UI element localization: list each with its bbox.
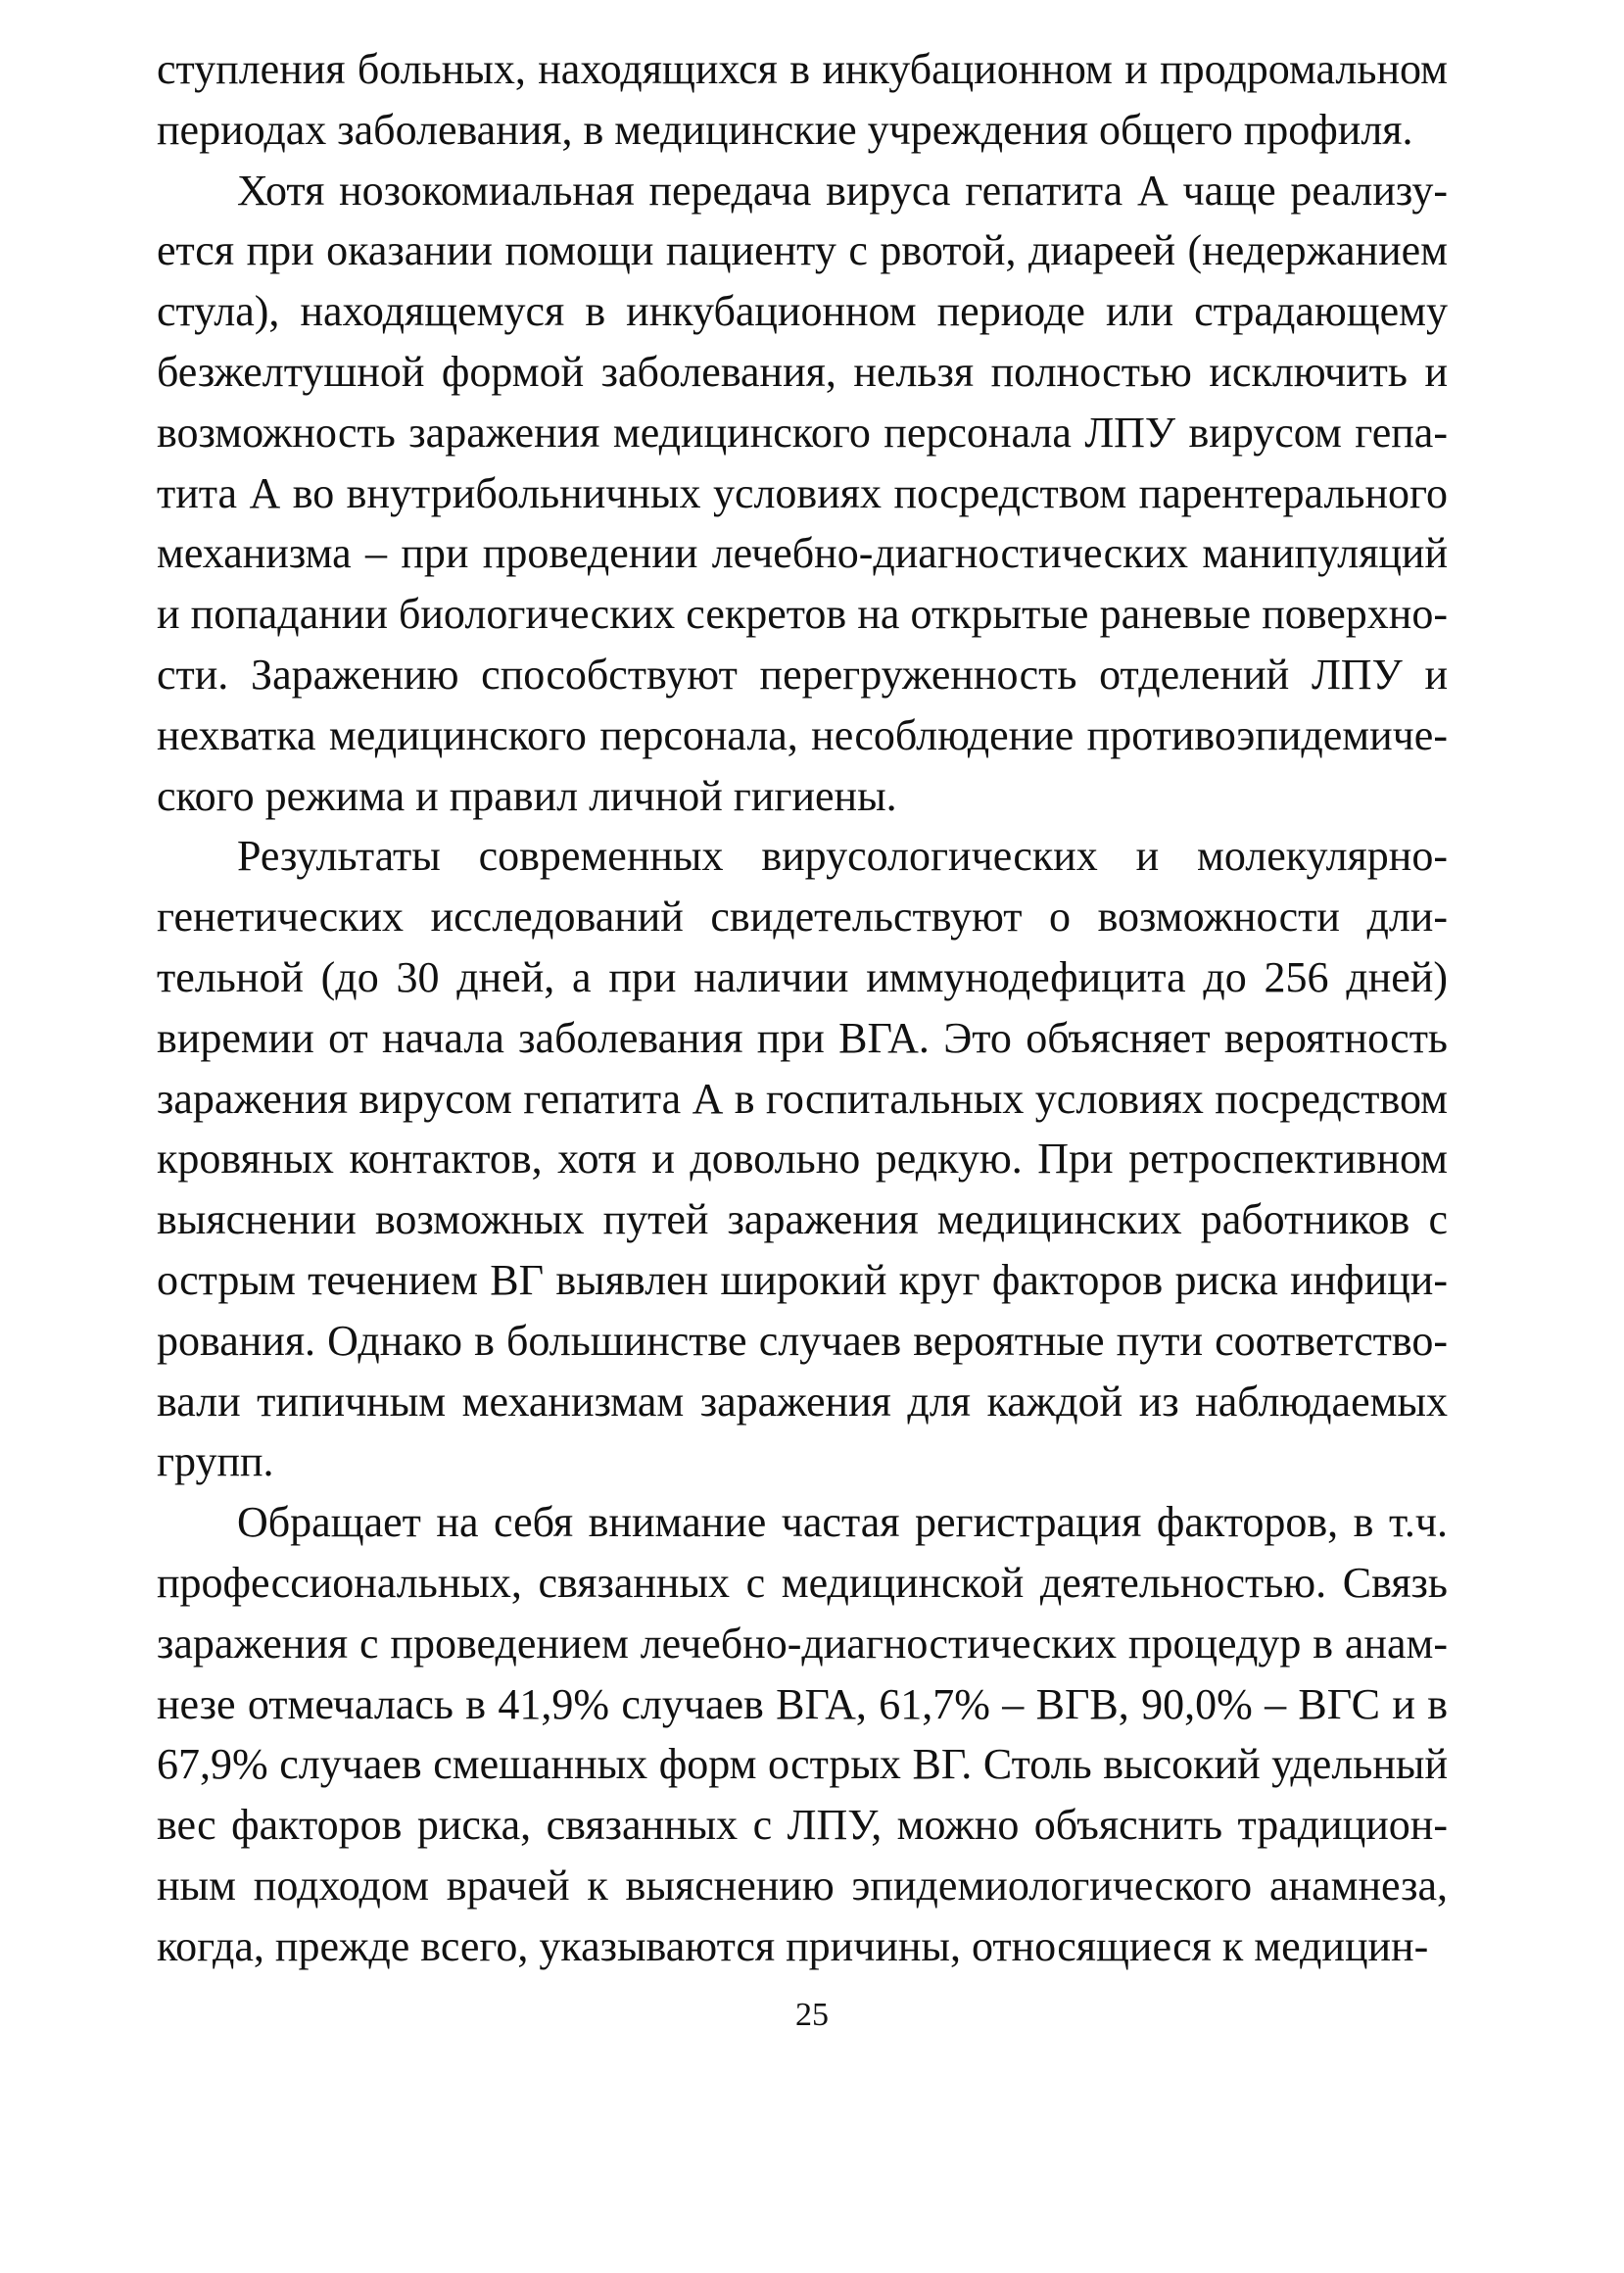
page-number: 25	[795, 1997, 829, 2033]
paragraph-continuation: ступления больных, находящихся в инкубационном и продромальном периодах заболевания, в медицинские учреждения общего профиля.	[157, 45, 1448, 154]
paragraph-nosocomial: Хотя нозокомиальная передача вируса гепатита А чаще реализуется при оказании помощи пациенту с рвотой, диареей (недержанием стула), находящемуся в инкубационном периоде или страдающему безжелтушной формой заболевания, нельзя полностью исключить и возможность заражения медицинского персонала ЛПУ вирусом гепатита А во внутрибольничных условиях посредством парентерального механизма – при проведении лечебно-диагностических манипуляций и попадании биологических секретов на открытые раневые поверхности. Заражению способствуют перегруженность отделений ЛПУ и нехватка медицинского персонала, несоблюдение противоэпидемического режима и правил личной гигиены.	[157, 166, 1448, 820]
paragraph-research-results: Результаты современных вирусологических и молекулярно-генетических исследований свидетельствуют о возможности длительной (до 30 дней, а при наличии иммунодефицита до 256 дней) виремии от начала заболевания при ВГА. Это объясняет вероятность заражения вирусом гепатита А в госпитальных условиях посредством кровяных контактов, хотя и довольно редкую. При ретроспективном выяснении возможных путей заражения медицинских работников с острым течением ВГ выявлен широкий круг факторов риска инфицирования. Однако в большинстве случаев вероятные пути соответствовали типичным механизмам заражения для каждой из наблюдаемых групп.	[157, 832, 1448, 1486]
paragraph-risk-factors: Обращает на себя внимание частая регистрация факторов, в т.ч. профессиональных, связанных с медицинской деятельностью. Связь заражения с проведением лечебно-диагностических процедур в анамнезе отмечалась в 41,9% случаев ВГА, 61,7% – ВГВ, 90,0% – ВГС и в 67,9% случаев смешанных форм острых ВГ. Столь высокий удельный вес факторов риска, связанных с ЛПУ, можно объяснить традиционным подходом врачей к выяснению эпидемиологического анамнеза, когда, прежде всего, указываются причины, относящиеся к медицин-	[157, 1498, 1448, 1970]
body-text	[157, 39, 1448, 1977]
